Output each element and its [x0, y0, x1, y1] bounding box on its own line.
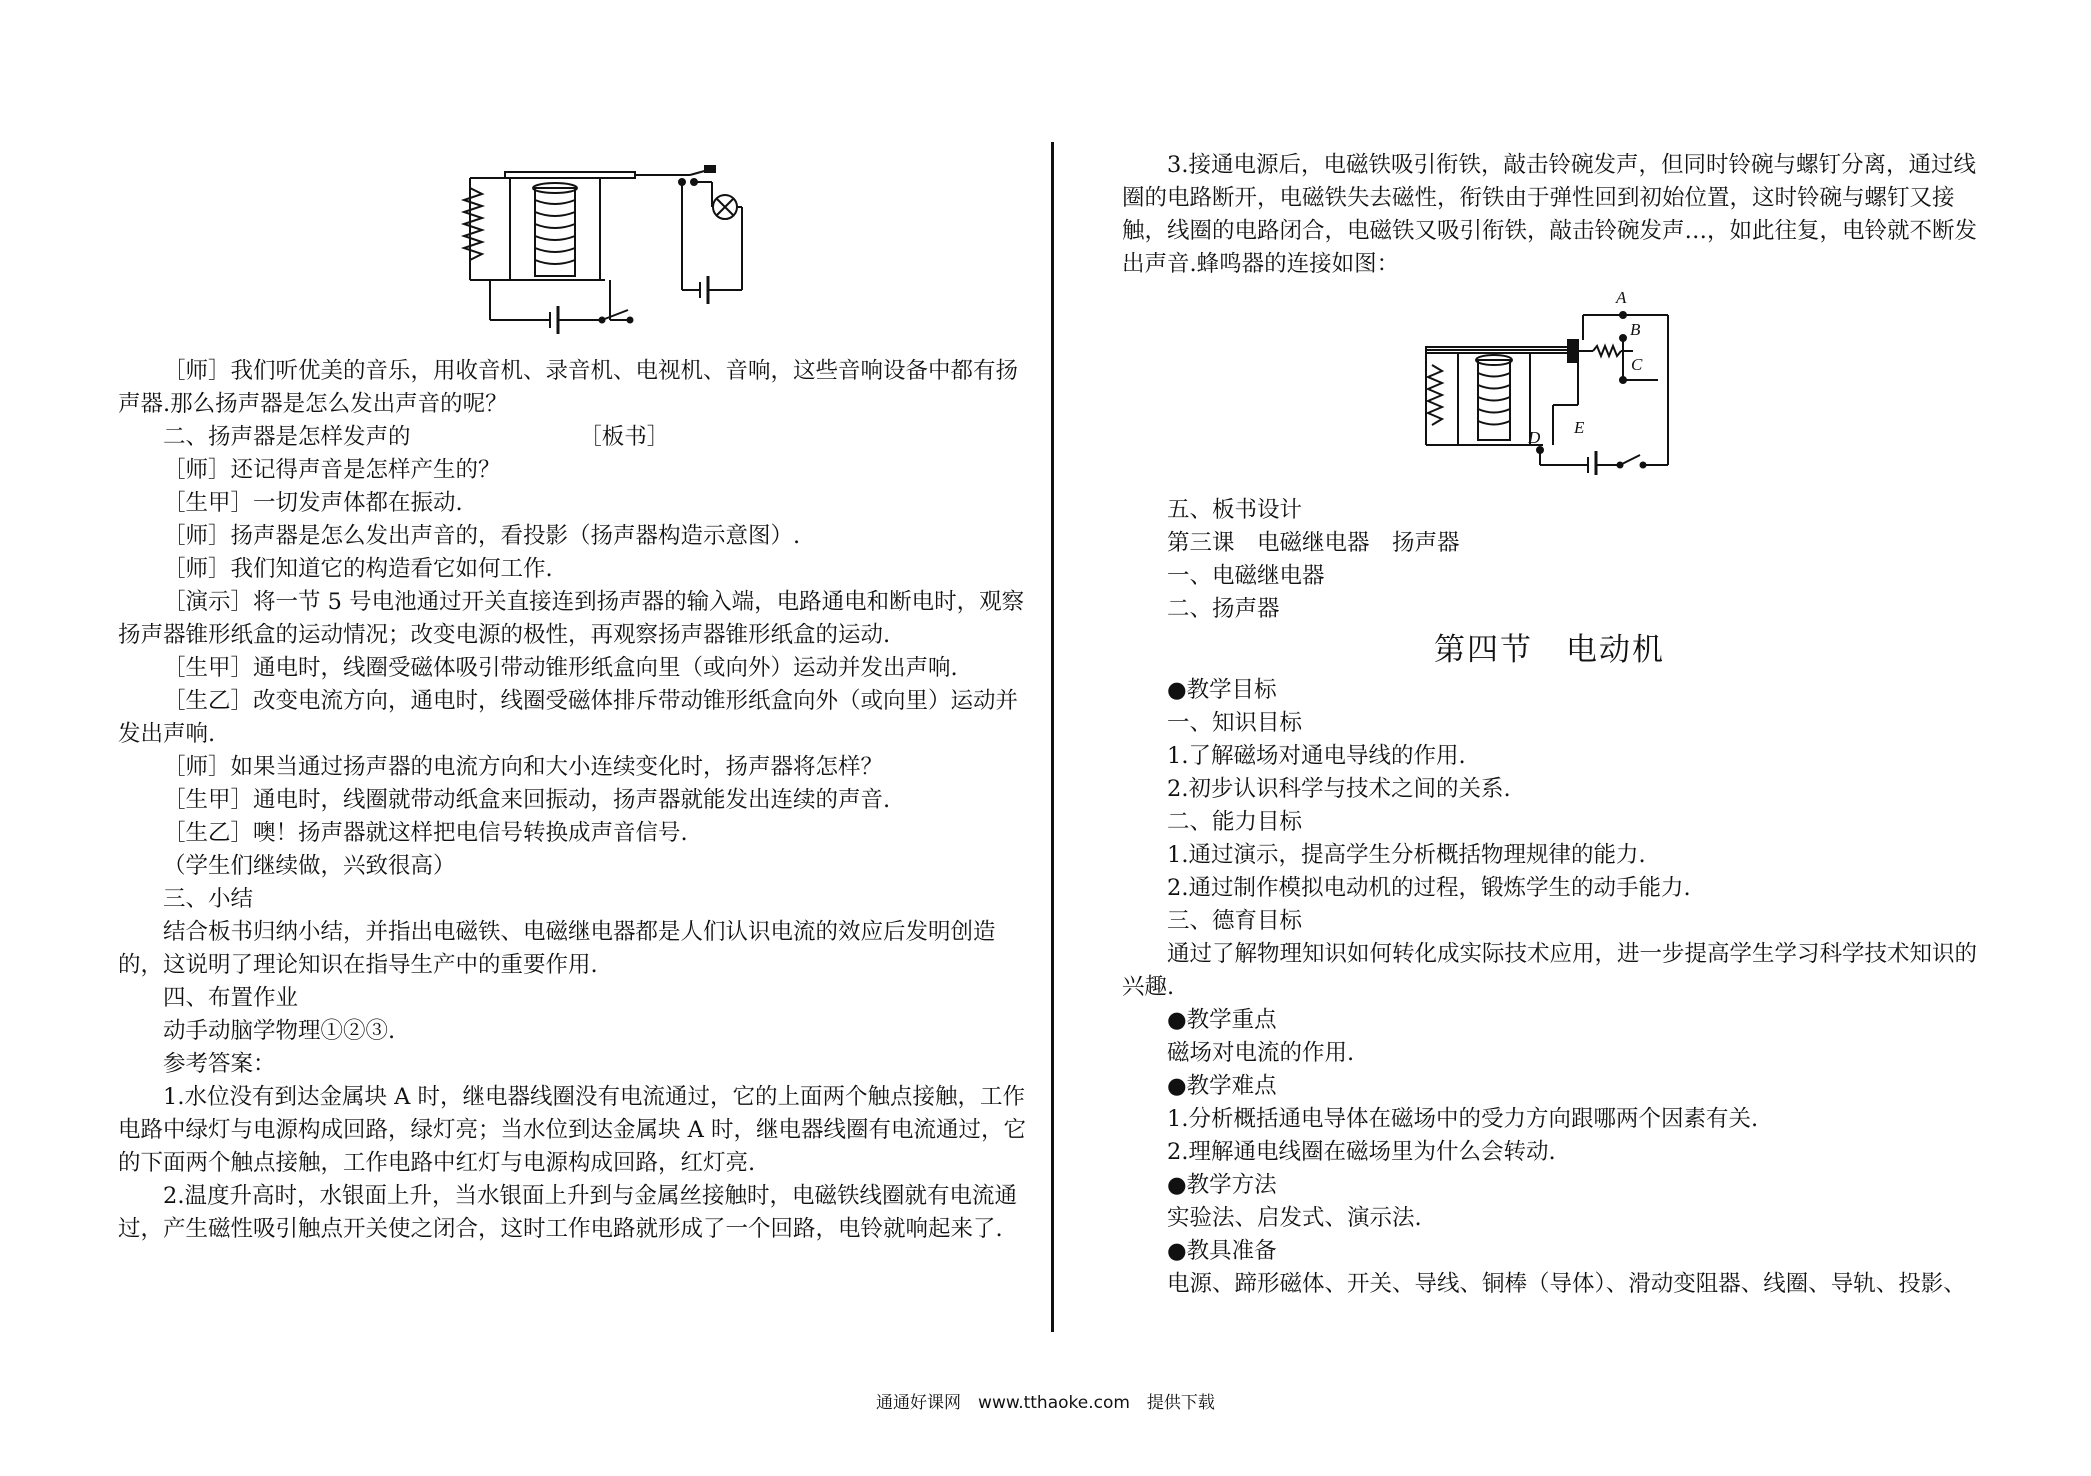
heading-homework: 四、布置作业: [163, 985, 299, 1011]
heading-method: ●教学方法: [1167, 1172, 1277, 1198]
board-line: 一、电磁继电器: [1167, 563, 1325, 589]
list-item: 二、能力目标: [1167, 809, 1303, 835]
paragraph: （学生们继续做，兴致很高）: [163, 853, 456, 879]
answer-3: 3.接通电源后，电磁铁吸引衔铁，敲击铃碗发声，但同时铃碗与螺钉分离，通过线圈的电路断开，电磁铁失去磁性，衔铁由于弹性回到初始位置，这时铃碗与螺钉又接触，线圈的电路闭合，电磁铁又吸引衔铁，敲击铃碗发声…，如此往复，电铃就不断发出声音.蜂鸣器的连接如图：: [1122, 152, 1978, 277]
paragraph: ［师］还记得声音是怎样产生的？: [163, 457, 501, 483]
heading-goals: ●教学目标: [1167, 677, 1277, 703]
answer-1: 1.水位没有到达金属块 A 时，继电器线圈没有电流通过，它的上面两个触点接触，工作电路中绿灯与电源构成回路，绿灯亮；当水位到达金属块 A 时，继电器线圈有电流通过，它的下面两个触点接触，工作电路中红灯与电源构成回路，红灯亮.: [118, 1084, 1027, 1176]
paragraph: ［师］扬声器是怎么发出声音的，看投影（扬声器构造示意图）.: [163, 523, 801, 549]
list-item: 1.分析概括通电导体在磁场中的受力方向跟哪两个因素有关.: [1167, 1106, 1759, 1132]
paragraph: ［师］如果当通过扬声器的电流方向和大小连续变化时，扬声器将怎样？: [163, 754, 884, 780]
list-item: 一、知识目标: [1167, 710, 1303, 736]
paragraph: ［生甲］一切发声体都在振动.: [163, 490, 463, 516]
paragraph: ［演示］将一节 5 号电池通过开关直接连到扬声器的输入端，电路通电和断电时，观察扬声器锥形纸盒的运动情况；改变电源的极性，再观察扬声器锥形纸盒的运动.: [118, 589, 1025, 648]
list-item: 电源、蹄形磁体、开关、导线、铜棒（导体）、滑动变阻器、线圈、导轨、投影、: [1167, 1271, 1966, 1297]
left-column: [118, 355, 1038, 1246]
paragraph: 结合板书归纳小结，并指出电磁铁、电磁继电器都是人们认识电流的效应后发明创造的，这说明了理论知识在指导生产中的重要作用.: [118, 919, 996, 978]
label-b: B: [1630, 320, 1641, 339]
section-title: 第四节 电动机: [1434, 632, 1665, 668]
label-a: A: [1616, 288, 1627, 307]
paragraph: ［生乙］噢！扬声器就这样把电信号转换成声音信号.: [163, 820, 688, 846]
relay-lamp-circuit-figure: [450, 160, 750, 335]
heading-difficulty: ●教学难点: [1167, 1073, 1277, 1099]
paragraph: ［师］我们知道它的构造看它如何工作.: [163, 556, 553, 582]
column-divider: [1051, 142, 1054, 1332]
board-heading: 五、板书设计: [1167, 497, 1303, 523]
list-item: 2.理解通电线圈在磁场里为什么会转动.: [1167, 1139, 1556, 1165]
right-column-top: [1122, 149, 1977, 281]
right-column-bottom: [1122, 494, 1977, 1301]
answer-2: 2.温度升高时，水银面上升，当水银面上升到与金属丝接触时，电磁铁线圈就有电流通过，产生磁性吸引触点开关使之闭合，这时工作电路就形成了一个回路，电铃就响起来了.: [118, 1183, 1017, 1242]
paragraph: ［生甲］通电时，线圈就带动纸盒来回振动，扬声器就能发出连续的声音.: [163, 787, 891, 813]
list-item: 实验法、启发式、演示法.: [1167, 1205, 1422, 1231]
board-line: 二、扬声器: [1167, 596, 1280, 622]
label-e: E: [1574, 418, 1585, 437]
buzzer-circuit-figure: [1418, 285, 1698, 475]
heading-key: ●教学重点: [1167, 1007, 1277, 1033]
list-item: 2.通过制作模拟电动机的过程，锻炼学生的动手能力.: [1167, 875, 1691, 901]
heading-summary: 三、小结: [163, 886, 254, 912]
list-item: 2.初步认识科学与技术之间的关系.: [1167, 776, 1511, 802]
paragraph: 动手动脑学物理①②③.: [163, 1018, 396, 1044]
board-line: 第三课 电磁继电器 扬声器: [1167, 530, 1460, 556]
paragraph: ［师］我们听优美的音乐，用收音机、录音机、电视机、音响，这些音响设备中都有扬声器.那么扬声器是怎么发出声音的呢？: [118, 358, 1019, 417]
list-item: 1.通过演示，提高学生分析概括物理规律的能力.: [1167, 842, 1646, 868]
heading-equipment: ●教具准备: [1167, 1238, 1277, 1264]
paragraph: ［生乙］改变电流方向，通电时，线圈受磁体排斥带动锥形纸盒向外（或向里）运动并发出声响.: [118, 688, 1019, 747]
label-c: C: [1631, 355, 1643, 374]
list-item: 通过了解物理知识如何转化成实际技术应用，进一步提高学生学习科学技术知识的兴趣.: [1122, 941, 1978, 1000]
paragraph: 参考答案：: [163, 1051, 276, 1077]
list-item: 磁场对电流的作用.: [1167, 1040, 1355, 1066]
page-footer: 通通好课网 www.tthaoke.com 提供下载: [876, 1393, 1215, 1413]
list-item: 1.了解磁场对通电导线的作用.: [1167, 743, 1466, 769]
heading-speaker: 二、扬声器是怎样发声的 ［板书］: [163, 424, 670, 450]
label-d: D: [1528, 428, 1541, 447]
paragraph: ［生甲］通电时，线圈受磁体吸引带动锥形纸盒向里（或向外）运动并发出声响.: [163, 655, 958, 681]
list-item: 三、德育目标: [1167, 908, 1303, 934]
